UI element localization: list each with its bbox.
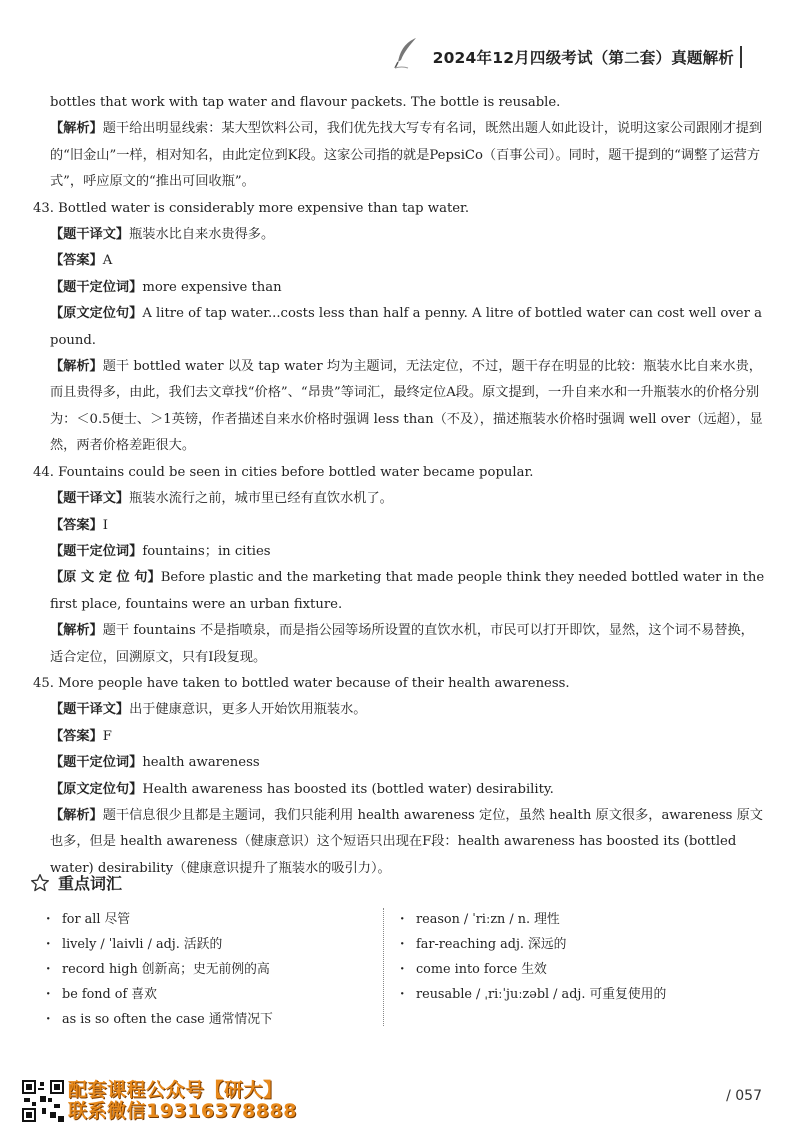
translation-text: 瓶装水比自来水贵得多。 (129, 227, 275, 243)
source-label: 【原文定位句】 (50, 781, 143, 797)
stem-translation (33, 697, 766, 723)
keyword (33, 275, 766, 301)
keyword (33, 539, 766, 565)
analysis-text: 题干给出明显线索：某大型饮料公司，我们优先找大写专有名词，既然出题人如此设计，说明这家公司跟刚才提到的“旧金山”一样，相对知名，由此定位到K段。这家公司指的就是PepsiCo（百事公司）。同时，题干提到的“调整了运营方式”，呼应原文的“推出可回收瓶”。 (50, 121, 763, 190)
keyword-text: fountains；in cities (142, 543, 271, 559)
vocab-list-right (398, 907, 758, 1007)
vocab-item: · come into force 生效 (398, 957, 758, 982)
vocab-section-title: 重点词汇 (58, 874, 123, 893)
analysis-label: 【解析】 (50, 807, 103, 823)
analysis (33, 803, 766, 882)
keyword-label: 【题干定位词】 (50, 755, 143, 771)
intro-line: bottles that work with tap water and flavour packets. The bottle is reusable. (50, 95, 561, 110)
vocab-list-left (44, 907, 374, 1032)
vocab-item: · reusable / ˌriːˈjuːzəbl / adj. 可重复使用的 (398, 982, 758, 1007)
answer-value: A (102, 253, 113, 269)
quill-pen-icon (392, 36, 420, 70)
qr-code-icon (22, 1080, 64, 1122)
source-label: 【原文定位句】 (50, 306, 143, 322)
vocab-item: · as is so often the case 通常情况下 (44, 1007, 374, 1032)
keyword-label: 【题干定位词】 (50, 543, 143, 559)
keyword-label: 【题干定位词】 (50, 279, 143, 295)
vocab-item: · for all 尽管 (44, 907, 374, 932)
keyword-text: health awareness (142, 755, 260, 771)
stem-translation (33, 222, 766, 248)
vocab-item: · lively / ˈlaivli / adj. 活跃的 (44, 932, 374, 957)
answer-label: 【答案】 (50, 728, 103, 744)
header-title: 2024年12月四级考试（第二套）真题解析 (432, 49, 734, 67)
page-header (0, 34, 800, 74)
header-divider (740, 46, 742, 68)
footer-ad (68, 1080, 297, 1122)
vocab-item: · be fond of 喜欢 (44, 982, 374, 1007)
keyword (33, 750, 766, 776)
answer-label: 【答案】 (50, 253, 103, 269)
vocab-item: · far-reaching adj. 深远的 (398, 932, 758, 957)
source-label: 【原 文 定 位 句】 (50, 570, 161, 586)
analysis-text: 题干 fountains 不是指喷泉，而是指公园等场所设置的直饮水机，市民可以打开即饮，显然，这个词不易替换，适合定位，回溯原文，只有I段复现。 (50, 623, 754, 665)
translation-text: 瓶装水流行之前，城市里已经有直饮水机了。 (129, 491, 393, 507)
keyword-text: more expensive than (142, 279, 282, 295)
page-number: / 057 (726, 1088, 762, 1104)
answer-label: 【答案】 (50, 517, 103, 533)
analysis-label: 【解析】 (50, 623, 103, 639)
vocab-divider (383, 908, 384, 1026)
main-content (33, 90, 766, 882)
answer-value: F (102, 728, 112, 744)
analysis-label: 【解析】 (50, 359, 103, 375)
analysis-text: 题干 bottled water 以及 tap water 均为主题词，无法定位，不过，题干存在明显的比较：瓶装水比自来水贵，而且贵得多，由此，我们去文章找“价格”、“昂贵”等词汇，最终定位A段。原文提到，一升自来水和一升瓶装水的价格分别为：＜0.5便士、＞1英镑，作者描述自来水价格时强调 less than（不及），描述瓶装水价格时强调 well over（远超），显然，两者价格差距很大。 (50, 359, 763, 454)
stem-translation (33, 486, 766, 512)
analysis-text: 题干信息很少且都是主题词，我们只能利用 health awareness 定位，虽然 health 原文很多，awareness 原文也多，但是 health awareness（健康意识）这个短语只出现在F段：health awareness has boosted its (bottled water) desirability（健康意识提升了瓶装水的吸引力）。 (50, 807, 763, 876)
source-text: A litre of tap water...costs less than half a penny. A litre of bottled water can cost well over a pound. (50, 306, 762, 348)
source-sentence (33, 777, 766, 803)
analysis (33, 618, 766, 671)
question-stem: 45. More people have taken to bottled water because of their health awareness. (33, 675, 570, 691)
answer-value: I (102, 517, 108, 533)
translation-label: 【题干译文】 (50, 227, 130, 243)
source-sentence (33, 301, 766, 354)
question-43 (33, 196, 766, 460)
analysis (33, 354, 766, 460)
footer-ad-line1: 配套课程公众号【研大】 (68, 1079, 283, 1101)
analysis-label: 【解析】 (50, 121, 103, 137)
translation-text: 出于健康意识，更多人开始饮用瓶装水。 (129, 702, 367, 718)
answer (33, 724, 766, 750)
source-text: Health awareness has boosted its (bottled water) desirability. (142, 781, 554, 797)
intro-analysis (33, 116, 766, 195)
answer (33, 248, 766, 274)
question-stem: 44. Fountains could be seen in cities before bottled water became popular. (33, 464, 534, 480)
star-outline-icon (30, 873, 50, 893)
question-45 (33, 671, 766, 882)
question-stem: 43. Bottled water is considerably more expensive than tap water. (33, 200, 470, 216)
question-44 (33, 460, 766, 671)
vocab-item: · record high 创新高；史无前例的高 (44, 957, 374, 982)
source-text: Before plastic and the marketing that made people think they needed bottled water in the first place, fountains were an urban fixture. (50, 570, 765, 612)
footer-ad-line2: 联系微信19316378888 (68, 1100, 297, 1122)
source-sentence (33, 565, 766, 618)
answer (33, 513, 766, 539)
vocab-item: · reason / ˈriːzn / n. 理性 (398, 907, 758, 932)
translation-label: 【题干译文】 (50, 702, 130, 718)
translation-label: 【题干译文】 (50, 491, 130, 507)
